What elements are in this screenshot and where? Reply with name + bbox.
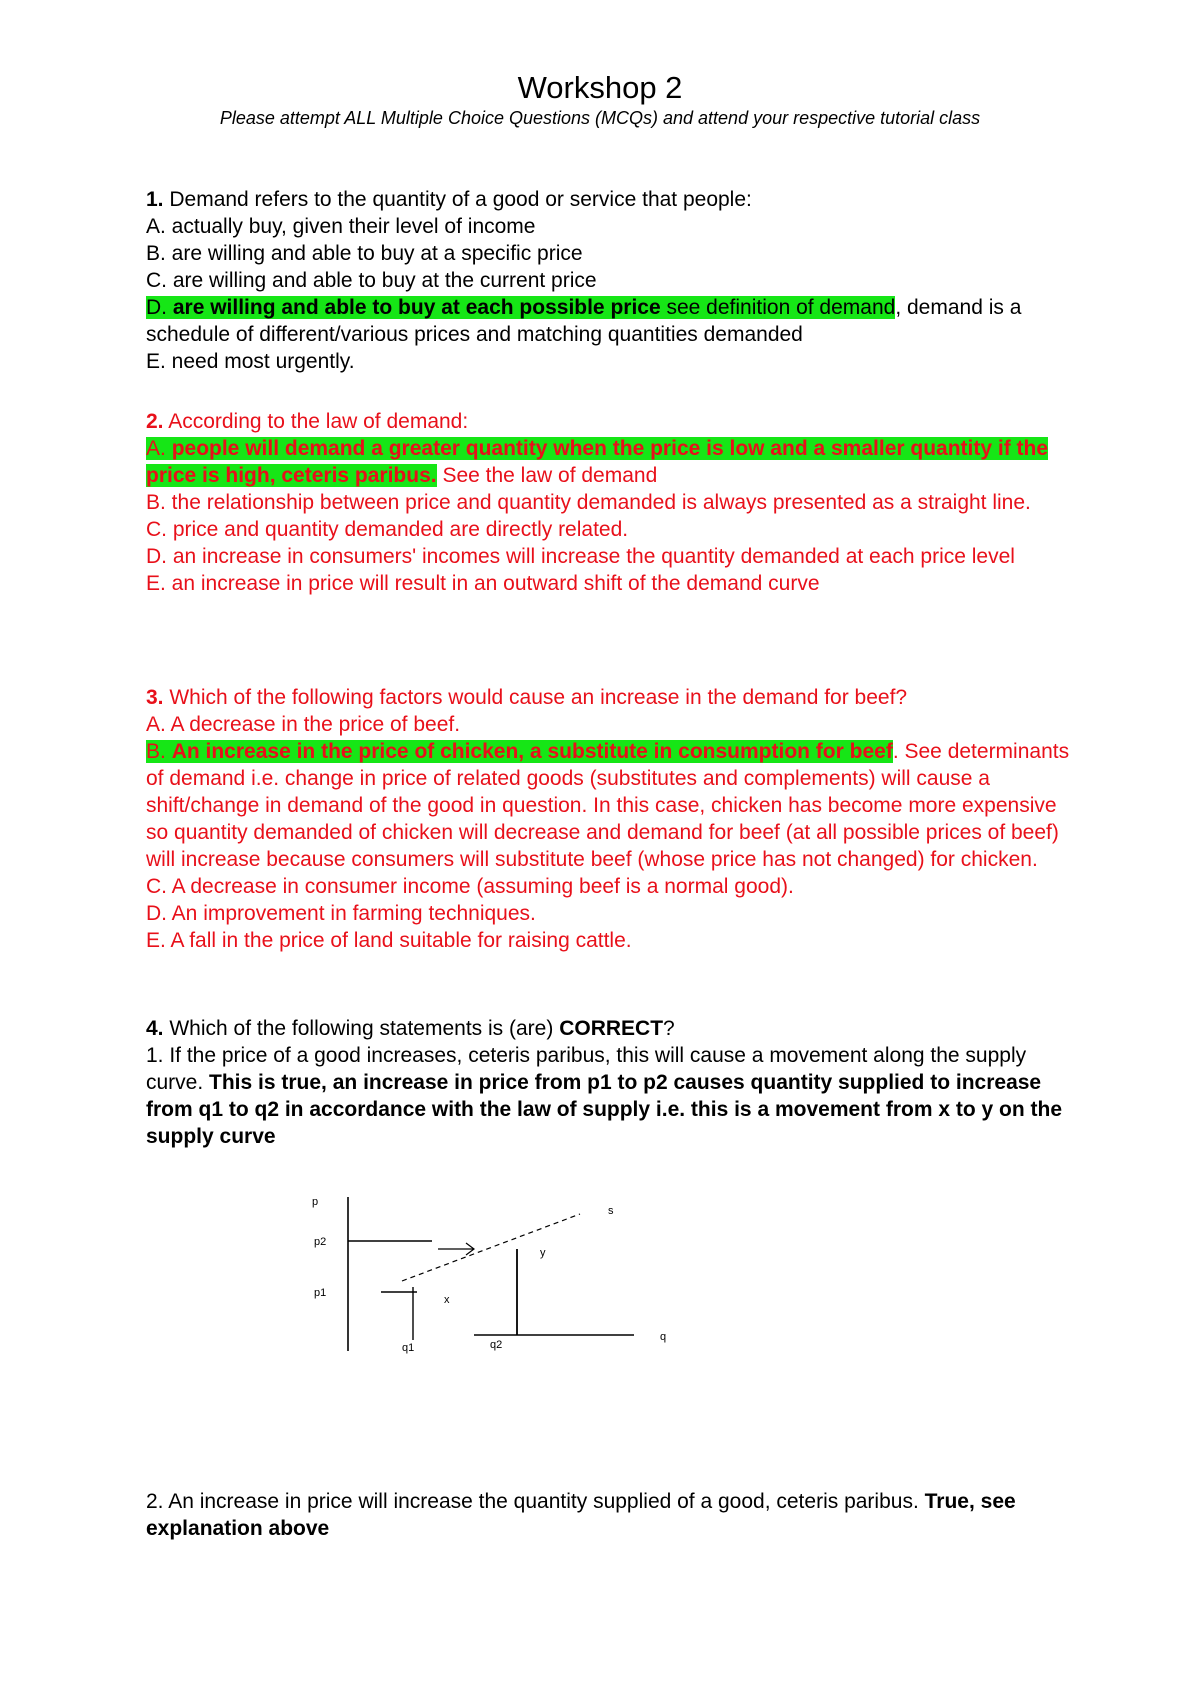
question-3 bbox=[146, 684, 1076, 954]
question-4-stem bbox=[146, 1015, 1076, 1042]
statement-1 bbox=[146, 1042, 1076, 1150]
option-a-correct bbox=[146, 435, 1076, 489]
answer-note-tail: , demand is a schedule of different/various prices and matching quantities demanded bbox=[146, 296, 1022, 346]
statement-2 bbox=[146, 1488, 1076, 1542]
question-number: 2. bbox=[146, 410, 164, 433]
question-4-continued bbox=[146, 1488, 1076, 1542]
option-e: E. an increase in price will result in an outward shift of the demand curve bbox=[146, 572, 820, 595]
statement-text: 1. If the price of a good increases, ceteris paribus, this will cause a movement along the supply curve. bbox=[146, 1044, 1027, 1094]
option-letter: D. bbox=[146, 296, 173, 319]
option-a: A. actually buy, given their level of income bbox=[146, 215, 536, 238]
option-letter: A. bbox=[146, 437, 172, 460]
answer-note: see definition of demand bbox=[660, 296, 896, 319]
question-text: According to the law of demand: bbox=[163, 410, 469, 433]
question-emphasis: CORRECT bbox=[559, 1017, 664, 1040]
supply-line bbox=[402, 1214, 580, 1281]
question-4 bbox=[146, 1015, 1076, 1150]
q2-label: q2 bbox=[490, 1339, 503, 1351]
x-point-label: x bbox=[444, 1294, 450, 1306]
option-e: E. need most urgently. bbox=[146, 350, 355, 373]
q-axis-label: q bbox=[660, 1331, 667, 1343]
option-b: B. are willing and able to buy at a specific price bbox=[146, 242, 583, 265]
answer-note: . See determinants of demand i.e. change in price of related goods (substitutes and complements) will cause a shift/change in demand of the good in question. In this case, chicken has become more expensive so quantity demanded of chicken will decrease and demand for beef (at all possible prices of beef) will increase because consumers will substitute beef (whose price has not changed) for chicken. bbox=[146, 740, 1070, 871]
answer-note: See the law of demand bbox=[436, 464, 658, 487]
question-1-stem bbox=[146, 186, 1076, 213]
question-2-stem bbox=[146, 408, 1076, 435]
question-3-stem bbox=[146, 684, 1076, 711]
question-number: 4. bbox=[146, 1017, 164, 1040]
option-b-correct bbox=[146, 738, 1076, 873]
option-d-correct bbox=[146, 294, 1076, 348]
page-title: Workshop 2 bbox=[517, 70, 683, 105]
question-text: Which of the following factors would cause an increase in the demand for beef? bbox=[163, 686, 908, 709]
y-point-label: y bbox=[540, 1247, 546, 1259]
question-text: Which of the following statements is (are) bbox=[163, 1017, 560, 1040]
question-number: 1. bbox=[146, 188, 164, 211]
statement-text: 2. An increase in price will increase the quantity supplied of a good, ceteris paribus. bbox=[146, 1490, 925, 1513]
option-d: D. An improvement in farming techniques. bbox=[146, 902, 536, 925]
correct-answer: are willing and able to buy at each possible price bbox=[172, 296, 661, 319]
p2-label: p2 bbox=[314, 1236, 327, 1248]
option-c: C. price and quantity demanded are directly related. bbox=[146, 518, 629, 541]
answer-highlight bbox=[146, 740, 893, 763]
option-c: C. are willing and able to buy at the current price bbox=[146, 269, 597, 292]
supply-curve-diagram bbox=[290, 1185, 690, 1355]
q1-label: q1 bbox=[402, 1342, 415, 1354]
p1-label: p1 bbox=[314, 1287, 327, 1299]
question-text: Demand refers to the quantity of a good or service that people: bbox=[163, 188, 752, 211]
answer-highlight bbox=[146, 296, 895, 319]
statement-answer: True, see explanation above bbox=[146, 1490, 1016, 1540]
question-text-end: ? bbox=[663, 1017, 675, 1040]
option-c: C. A decrease in consumer income (assuming beef is a normal good). bbox=[146, 875, 794, 898]
question-number: 3. bbox=[146, 686, 164, 709]
question-1 bbox=[146, 186, 1076, 375]
option-a: A. A decrease in the price of beef. bbox=[146, 713, 461, 736]
page-subtitle: Please attempt ALL Multiple Choice Questions (MCQs) and attend your respective tutorial class bbox=[219, 108, 981, 128]
option-e: E. A fall in the price of land suitable for raising cattle. bbox=[146, 929, 632, 952]
statement-answer: This is true, an increase in price from p1 to p2 causes quantity supplied to increase from q1 to q2 in accordance with the law of supply i.e. this is a movement from x to y on the supply curve bbox=[146, 1071, 1062, 1148]
question-2 bbox=[146, 408, 1076, 597]
option-d: D. an increase in consumers' incomes will increase the quantity demanded at each price level bbox=[146, 545, 1015, 568]
option-b: B. the relationship between price and quantity demanded is always presented as a straight line. bbox=[146, 491, 1031, 514]
option-letter: B. bbox=[146, 740, 172, 763]
correct-answer: An increase in the price of chicken, a substitute in consumption for beef bbox=[171, 740, 893, 763]
p-axis-label: p bbox=[312, 1196, 319, 1208]
correct-answer: people will demand a greater quantity when the price is low and a smaller quantity if the price is high, ceteris paribus. bbox=[146, 437, 1049, 487]
supply-label: s bbox=[608, 1205, 614, 1217]
